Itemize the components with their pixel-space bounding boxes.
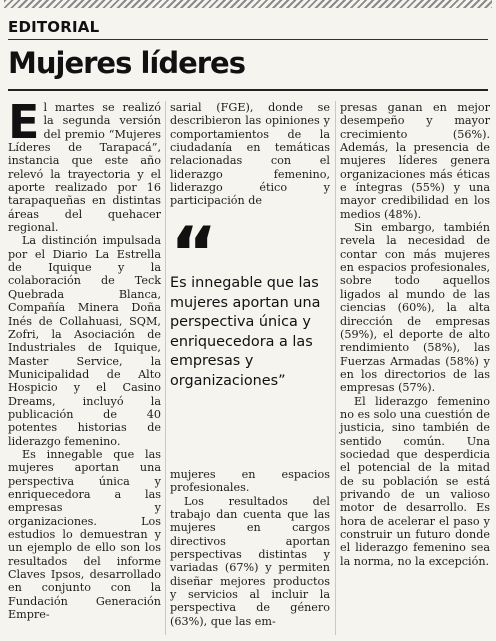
paragraph-text: l martes se realizó la segunda versión del premio “Mujeres Líderes de Tarapacá”, instancia que este año relevó la trayectoria y el aporte realizado por 16 tarapaqueñas en distintas áreas del quehacer regional. <box>8 101 161 235</box>
section-label: EDITORIAL <box>8 18 100 36</box>
article-column-1 <box>8 95 161 622</box>
pull-quote <box>170 211 335 392</box>
column-divider <box>335 101 336 635</box>
headline: Mujeres líderes <box>8 46 245 80</box>
article-paragraph: Sin embargo, también revela la necesidad de contar con más mujeres en espacios profesionales, sobre todo aquellos ligados al mundo de las ciencias (60%), la alta dirección de empresas (59%), el deporte de alto rendimiento (58%), las Fuerzas Armadas (58%) y en los directorios de las empresas (57%). <box>340 221 490 395</box>
article-paragraph: mujeres en espacios profesionales. <box>170 468 330 495</box>
article-paragraph: La distinción impulsada por el Diario La Estrella de Iquique y la colaboración de Teck Quebrada Blanca, Compañía Minera Doña Inés de Collahuasi, SQM, Zofri, la Asociación de Industriales de Iquique, Master Service, la Municipalidad de Alto Hospicio y el Casino Dreams, incluyó la publicación de 40 potentes historias de liderazgo femenino. <box>8 234 161 448</box>
article-paragraph: Es innegable que las mujeres aportan una perspectiva única y enriquecedora a las empresas y organizaciones. Los estudios lo demuestran y un ejemplo de ello son los resultados del informe Claves Ipsos, desarrollado en conjunto con la Fundación Generación Empre- <box>8 447 161 622</box>
article-paragraph: El liderazgo femenino no es solo una cuestión de justicia, sino también de sentido común. Una sociedad que desperdicia el potencial de la mitad de su población se está privando de un valioso motor de desarrollo. Es hora de acelerar el paso y construir un futuro donde el liderazgo femenino sea la norma, no la excepción. <box>340 394 490 568</box>
pull-quote-text: Es innegable que las mujeres aportan una perspectiva única y enriquecedora a las empresas y organizaciones” <box>170 275 321 389</box>
header-stripe <box>4 0 492 8</box>
headline-divider <box>8 89 488 91</box>
quote-mark-icon: “ <box>170 211 212 295</box>
article-paragraph: Los resultados del trabajo dan cuenta que las mujeres en cargos directivos aportan perspectivas distintas y variadas (67%) y permiten diseñar mejores productos y servicios al incluir la perspectiva de género (63%), que las em- <box>170 494 330 628</box>
article-paragraph: sarial (FGE), donde se describieron las opiniones y comportamientos de la ciudadanía en temáticas relacionadas con el liderazgo femenino, liderazgo ético y participación de <box>170 101 330 208</box>
column-divider <box>165 101 166 635</box>
section-divider <box>8 39 488 40</box>
article-column-2-top <box>170 101 330 208</box>
drop-cap: E <box>8 95 40 149</box>
article-paragraph <box>8 95 161 235</box>
article-column-3 <box>340 101 490 568</box>
article-paragraph: presas ganan en mejor desempeño y mayor crecimiento (56%). Además, la presencia de mujeres líderes genera organizaciones más éticas e íntegras (55%) y una mayor credibilidad en los medios (48%). <box>340 101 490 221</box>
article-column-2-bottom <box>170 468 330 628</box>
